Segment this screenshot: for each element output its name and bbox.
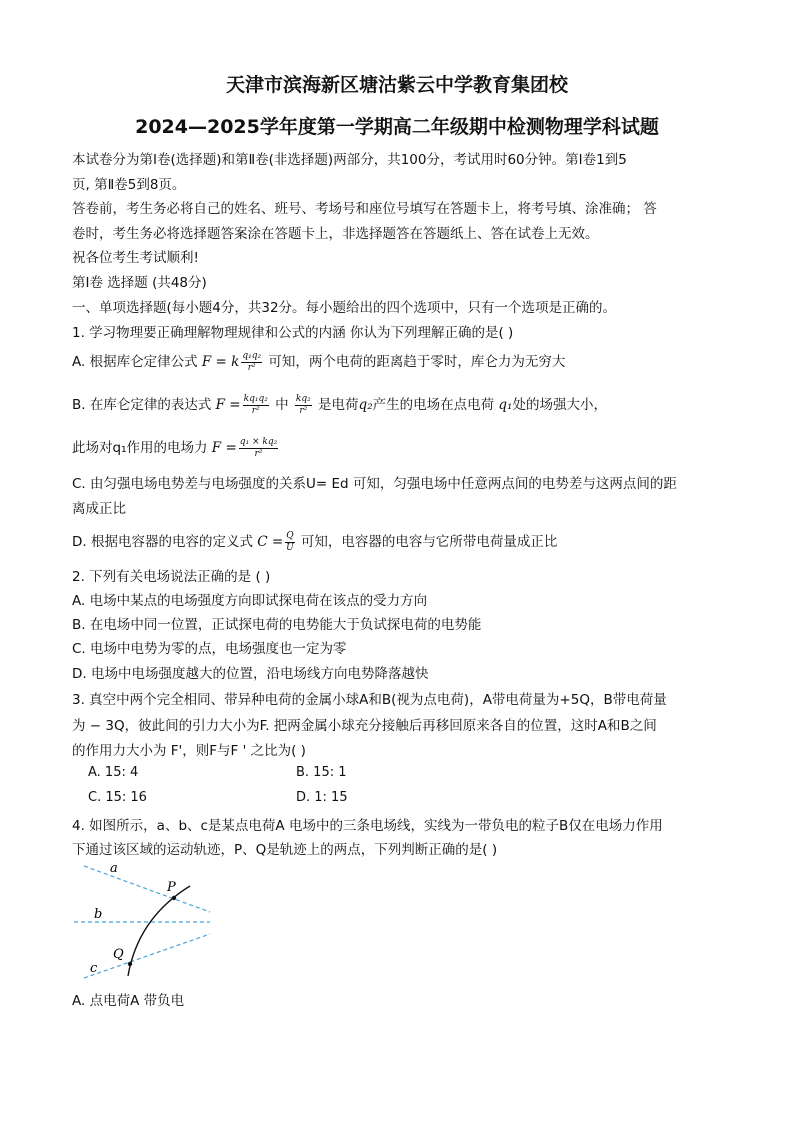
q1-b-fraction-3 [239,437,278,460]
point-q-dot [128,962,132,966]
q1-a-formula-lhs: F = k [201,354,240,370]
q3-line-2: 为 − 3Q，彼此间的引力大小为F. 把两金属小球充分接触后再移回原来各自的位置，这时A和B之间 [72,718,657,734]
q1-b-q1: q₁ [498,397,513,413]
q2-option-b: B. 在电场中同一位置，正试探电荷的电势能大于负试探电荷的电势能 [72,617,482,633]
q2-option-a: A. 电场中某点的电场强度方向即试探电荷在该点的受力方向 [72,593,428,609]
q1-option-c-line-1: C. 由匀强电场电势差与电场强度的关系U= Ed 可知，匀强电场中任意两点间的电势差与这两点间的距 [72,476,677,492]
q1-b-q2: q₂ [358,397,373,413]
q1-option-d [72,530,557,554]
q1-b-formula-lhs: F = [215,397,241,413]
q1-b-text-3: 处的场强大小， [512,397,607,413]
exam-title: 2024—2025学年度第一学期高二年级期中检测物理学科试题 [135,116,659,138]
q1-b-numerator-2: kq₂ [295,393,311,404]
q1-b-numerator-1: kq₁q₂ [243,393,268,404]
q1-b-denominator-2: r² [299,405,308,416]
q3-line-1: 3. 真空中两个完全相同、带异种电荷的金属小球A和B(视为点电荷)，A带电荷量为+5Q，B带电荷量 [72,692,667,708]
q4-line-1: 4. 如图所示，a、b、c是某点电荷A 电场中的三条电场线，实线为一带负电的粒子B仅在电场力作用 [72,818,663,834]
q4-field-figure [70,858,220,986]
q1-option-c-line-2: 离成正比 [72,501,126,517]
section-instructions: 一、单项选择题(每小题4分，共32分。每小题给出的四个选项中，只有一个选项是正确的。 [72,300,617,316]
label-b: b [94,907,103,922]
q4-option-a: A. 点电荷A 带负电 [72,993,185,1009]
q1-b-denominator-1: r² [251,405,260,416]
q1-option-b-line-2 [72,436,280,460]
q1-d-suffix: 可知，电容器的电容与它所带电荷量成正比 [300,534,558,550]
q1-b-mid: 中 [275,397,289,413]
q1-b-formula2-lhs: F = [211,440,237,456]
q1-b-numerator-3: q₁ × kq₂ [239,436,278,447]
q1-b-text-2: 产生的电场在点电荷 [372,397,495,413]
q2-option-d: D. 电场中电场强度越大的位置，沿电场线方向电势降落越快 [72,666,429,682]
part-title: 第Ⅰ卷 选择题 (共48分) [72,275,207,291]
q1-a-prefix: A. 根据库仑定律公式 [72,354,198,370]
q1-b-denominator-3: r² [254,448,263,459]
q1-option-a [72,350,565,374]
q2-option-c: C. 电场中电势为零的点，电场强度也一定为零 [72,641,347,657]
label-c: c [90,961,98,976]
school-name: 天津市滨海新区塘沽紫云中学教育集团校 [225,74,568,96]
label-q: Q [113,947,124,962]
q1-d-fraction [285,531,294,554]
q1-a-suffix: 可知，两个电荷的距离趋于零时，库仑力为无穷大 [268,354,566,370]
q1-d-formula-lhs: C = [257,534,284,550]
q3-option-b: B. 15: 1 [296,765,347,780]
q1-b-text-1: 是电荷 [318,397,359,413]
intro-line-5: 祝各位考生考试顺利! [72,250,199,266]
q1-b-prefix: B. 在库仑定律的表达式 [72,397,212,413]
field-line-a [84,866,210,912]
q1-a-denominator: r² [247,362,256,373]
particle-trajectory [128,886,190,976]
q1-stem: 1. 学习物理要正确理解物理规律和公式的内涵 你认为下列理解正确的是( ) [72,325,514,341]
q1-a-fraction [241,351,262,374]
q1-b-fraction-1 [243,394,269,417]
intro-line-4: 卷时，考生务必将选择题答案涂在答题卡上，非选择题答在答题纸上、答在试卷上无效。 [72,226,599,242]
q1-option-b [72,393,607,417]
label-a: a [110,861,118,876]
q2-stem: 2. 下列有关电场说法正确的是 ( ) [72,569,271,585]
q3-option-c: C. 15: 16 [88,790,147,805]
q4-line-2: 下通过该区域的运动轨迹，P、Q是轨迹上的两点，下列判断正确的是( ) [72,842,498,858]
q1-d-denominator: U [286,542,294,553]
q3-line-3: 的作用力大小为 F'，则F与F ' 之比为( ) [72,743,306,759]
q1-d-numerator: Q [286,530,294,541]
field-line-c [84,934,210,978]
q1-b-fraction-2 [295,394,312,417]
label-p: P [167,880,176,895]
intro-line-3: 答卷前，考生务必将自己的姓名、班号、考场号和座位号填写在答题卡上，将考号填、涂准确； 答 [72,201,657,217]
q3-option-a: A. 15: 4 [88,765,139,780]
q1-b-line2-prefix: 此场对q₁作用的电场力 [72,440,208,456]
q3-option-d: D. 1: 15 [296,790,348,805]
intro-line-2: 页, 第Ⅱ卷5到8页。 [72,177,186,193]
point-p-dot [172,896,176,900]
q1-d-prefix: D. 根据电容器的电容的定义式 [72,534,253,550]
q1-a-numerator: q₁q₂ [242,350,262,361]
intro-line-1: 本试卷分为第Ⅰ卷(选择题)和第Ⅱ卷(非选择题)两部分，共100分，考试用时60分钟。第Ⅰ卷1到5 [72,152,627,168]
